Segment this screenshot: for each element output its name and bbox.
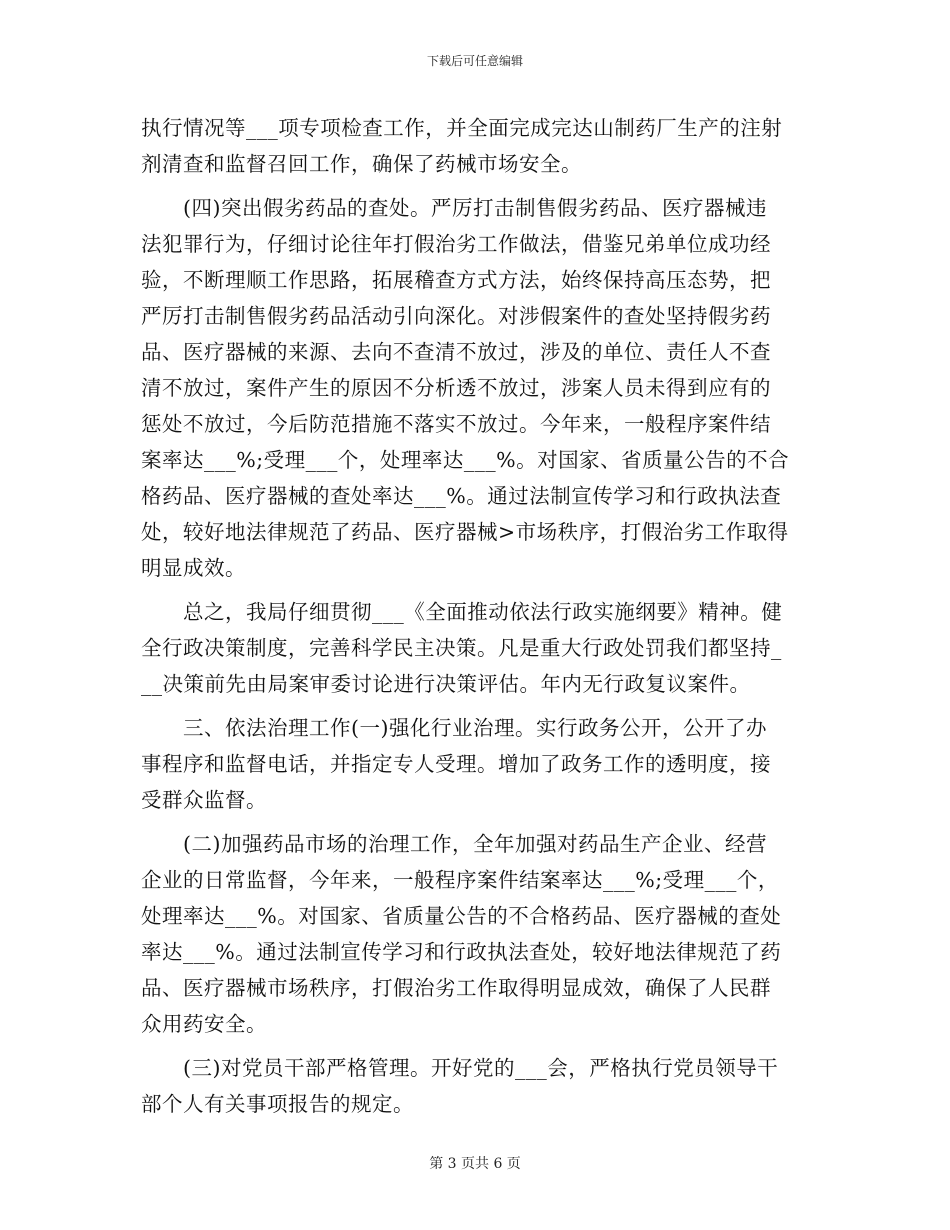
text-line: 惩处不放过，今后防范措施不落实不放过。今年来，一般程序案件结 (141, 412, 771, 436)
text-line: 受群众监督。 (141, 788, 267, 812)
text-line: 事程序和监督电话，并指定专人受理。增加了政务工作的透明度，接 (141, 752, 771, 776)
text-line: (三)对党员干部严格管理。开好党的___会，严格执行党员领导干 (141, 1056, 779, 1080)
page-number: 第 3 页共 6 页 (429, 1156, 521, 1172)
text-line: 剂清查和监督召回工作，确保了药械市场安全。 (141, 152, 582, 176)
text-line: 验，不断理顺工作思路，拓展稽查方式方法，始终保持高压态势，把 (141, 268, 771, 292)
text-line: 执行情况等___项专项检查工作，并全面完成完达山制药厂生产的注射 (141, 116, 783, 140)
text-line: 部个人有关事项报告的规定。 (141, 1092, 414, 1116)
text-line: 案率达___%;受理___个，处理率达___%。对国家、省质量公告的不合 (141, 448, 790, 472)
text-line: (二)加强药品市场的治理工作，全年加强对药品生产企业、经营 (141, 832, 767, 856)
text-line: 总之，我局仔细贯彻___《全面推动依法行政实施纲要》精神。健 (141, 600, 783, 624)
text-line: 众用药安全。 (141, 1012, 267, 1036)
text-line: 处理率达___%。对国家、省质量公告的不合格药品、医疗器械的查处 (141, 904, 782, 928)
text-line: 法犯罪行为，仔细讨论往年打假治劣工作做法，借鉴兄弟单位成功经 (141, 232, 771, 256)
text-line: 全行政决策制度，完善科学民主决策。凡是重大行政处罚我们都坚持_ (141, 636, 782, 660)
page-header: 下载后可任意编辑 (426, 54, 523, 68)
text-line: __决策前先由局案审委讨论进行决策评估。年内无行政复议案件。 (141, 672, 751, 696)
text-line: 严厉打击制售假劣药品活动引向深化。对涉假案件的查处坚持假劣药 (141, 304, 771, 328)
text-line: 企业的日常监督，今年来，一般程序案件结案率达___%;受理___个， (141, 868, 779, 892)
text-line: (四)突出假劣药品的查处。严厉打击制售假劣药品、医疗器械违 (141, 196, 767, 220)
text-line: 处，较好地法律规范了药品、医疗器械>市场秩序，打假治劣工作取得 (141, 520, 789, 544)
text-line: 品、医疗器械市场秩序，打假治劣工作取得明显成效，确保了人民群 (141, 976, 771, 1000)
text-line: 品、医疗器械的来源、去向不查清不放过，涉及的单位、责任人不查 (141, 340, 771, 364)
text-line: 率达___%。通过法制宣传学习和行政执法查处，较好地法律规范了药 (141, 940, 782, 964)
text-line: 明显成效。 (141, 556, 246, 580)
text-line: 三、依法治理工作(一)强化行业治理。实行政务公开，公开了办 (141, 716, 767, 740)
text-line: 格药品、医疗器械的查处率达___%。通过法制宣传学习和行政执法查 (141, 484, 782, 508)
text-line: 清不放过，案件产生的原因不分析透不放过，涉案人员未得到应有的 (141, 376, 771, 400)
